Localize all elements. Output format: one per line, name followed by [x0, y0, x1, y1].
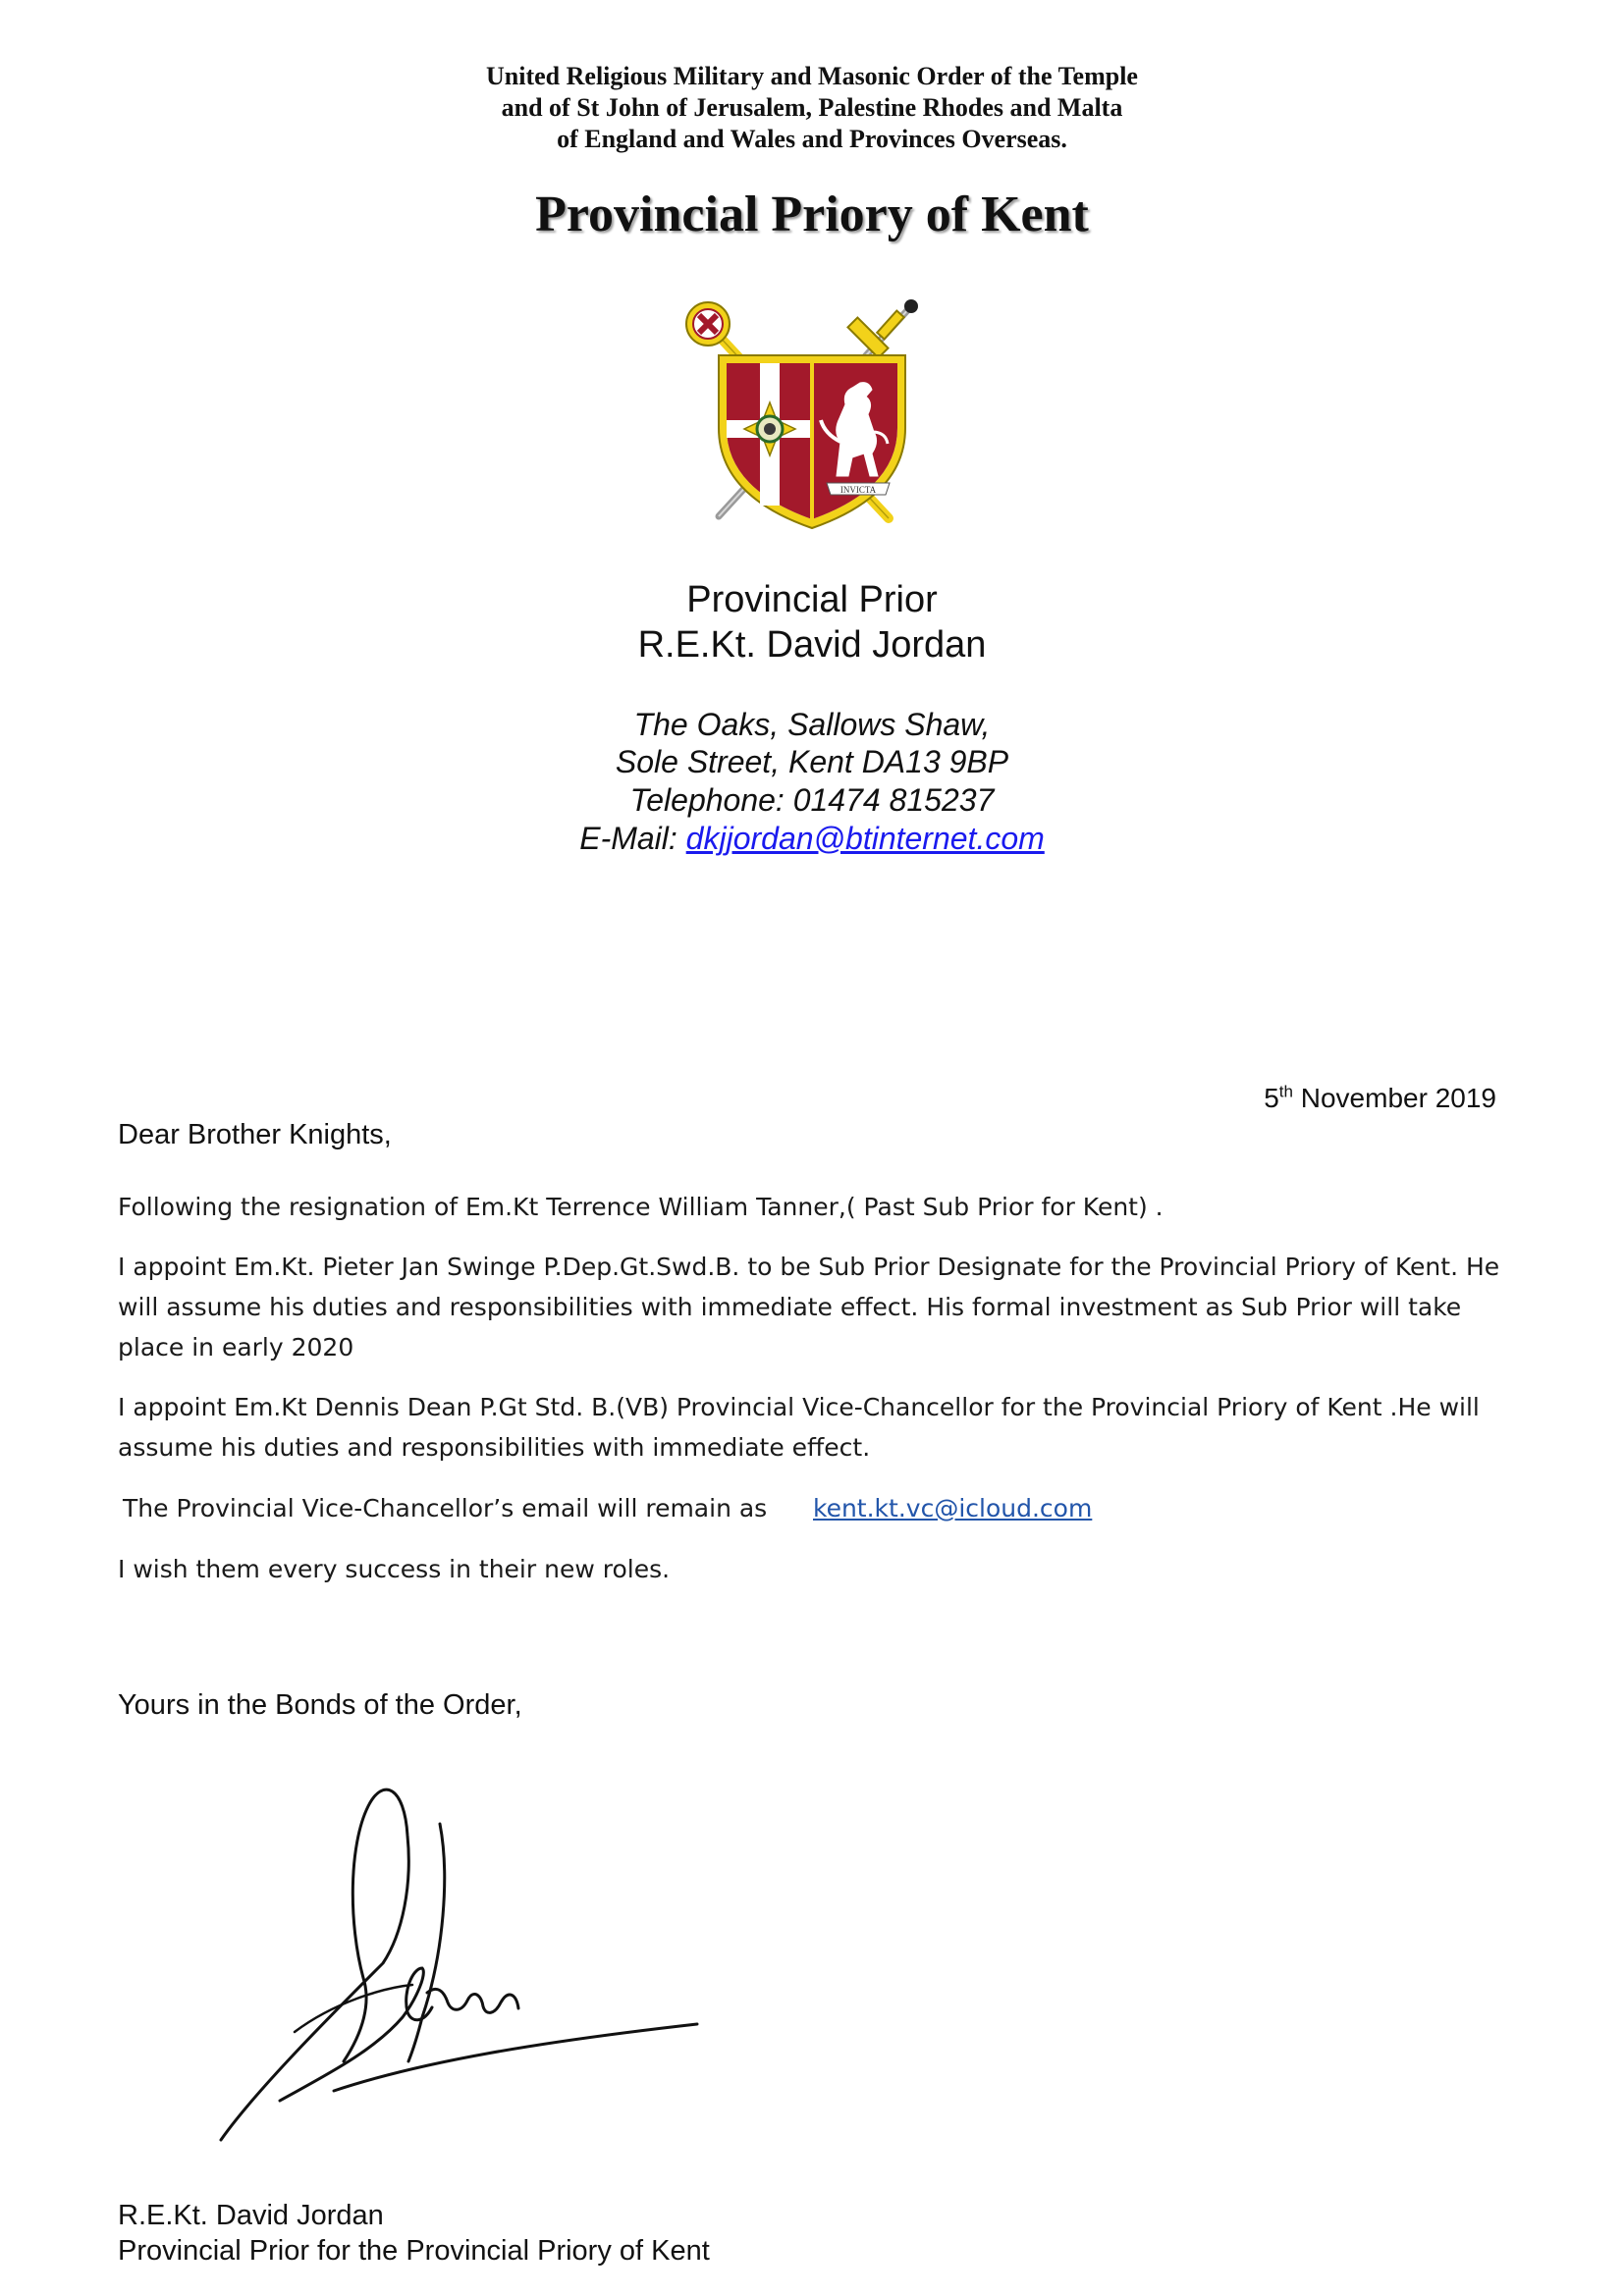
invicta-text: INVICTA	[839, 485, 877, 495]
date-rest: November 2019	[1292, 1083, 1496, 1113]
order-name-line-1: United Religious Military and Masonic Order of the Temple	[486, 62, 1138, 90]
sender-name: R.E.Kt. David Jordan	[637, 624, 987, 666]
paragraph-vice-chancellor: I appoint Em.Kt Dennis Dean P.Gt Std. B.(VB) Provincial Vice-Chancellor for the Provincial Priory of Kent .He will assume his duties and responsibilities with immediate effect.	[118, 1393, 1480, 1462]
date-suffix: th	[1278, 1082, 1293, 1101]
paragraph-sub-prior: I appoint Em.Kt. Pieter Jan Swinge P.Dep.Gt.Swd.B. to be Sub Prior Designate for the Provincial Priory of Kent. He will assume his duties and responsibilities with immediate effect. His formal investment as Sub Prior will take place in early 2020	[118, 1253, 1500, 1362]
email-label: E-Mail:	[579, 821, 686, 856]
handwritten-signature	[216, 1767, 746, 2150]
address-line-1: The Oaks, Sallows Shaw,	[633, 707, 991, 742]
email-line	[0, 820, 1624, 857]
date-day: 5	[1264, 1083, 1279, 1113]
closing-line: Yours in the Bonds of the Order,	[118, 1689, 522, 1721]
signatory-name: R.E.Kt. David Jordan	[118, 2200, 384, 2231]
order-name-line-2: and of St John of Jerusalem, Palestine Rhodes and Malta	[501, 93, 1123, 122]
paragraph-resignation: Following the resignation of Em.Kt Terrence William Tanner,( Past Sub Prior for Kent) .	[118, 1193, 1164, 1221]
paragraph-vc-email: The Provincial Vice-Chancellor’s email will remain as	[123, 1494, 768, 1522]
sender-role: Provincial Prior	[686, 579, 938, 620]
paragraph-wishes: I wish them every success in their new roles.	[118, 1555, 671, 1583]
letter-date	[1264, 1082, 1496, 1115]
salutation: Dear Brother Knights,	[118, 1119, 392, 1150]
telephone-line: Telephone: 01474 815237	[629, 782, 995, 818]
page-title: Provincial Priory of Kent	[535, 187, 1089, 242]
address-line-2: Sole Street, Kent DA13 9BP	[615, 744, 1009, 779]
provincial-crest-logo	[677, 294, 952, 535]
sender-email-link[interactable]: dkjjordan@btinternet.com	[685, 821, 1045, 856]
order-name-line-3: of England and Wales and Provinces Overseas.	[557, 125, 1067, 153]
vc-email-link[interactable]: kent.kt.vc@icloud.com	[813, 1494, 1093, 1522]
invicta-scroll	[827, 483, 890, 495]
signatory-title: Provincial Prior for the Provincial Priory of Kent	[118, 2235, 710, 2267]
